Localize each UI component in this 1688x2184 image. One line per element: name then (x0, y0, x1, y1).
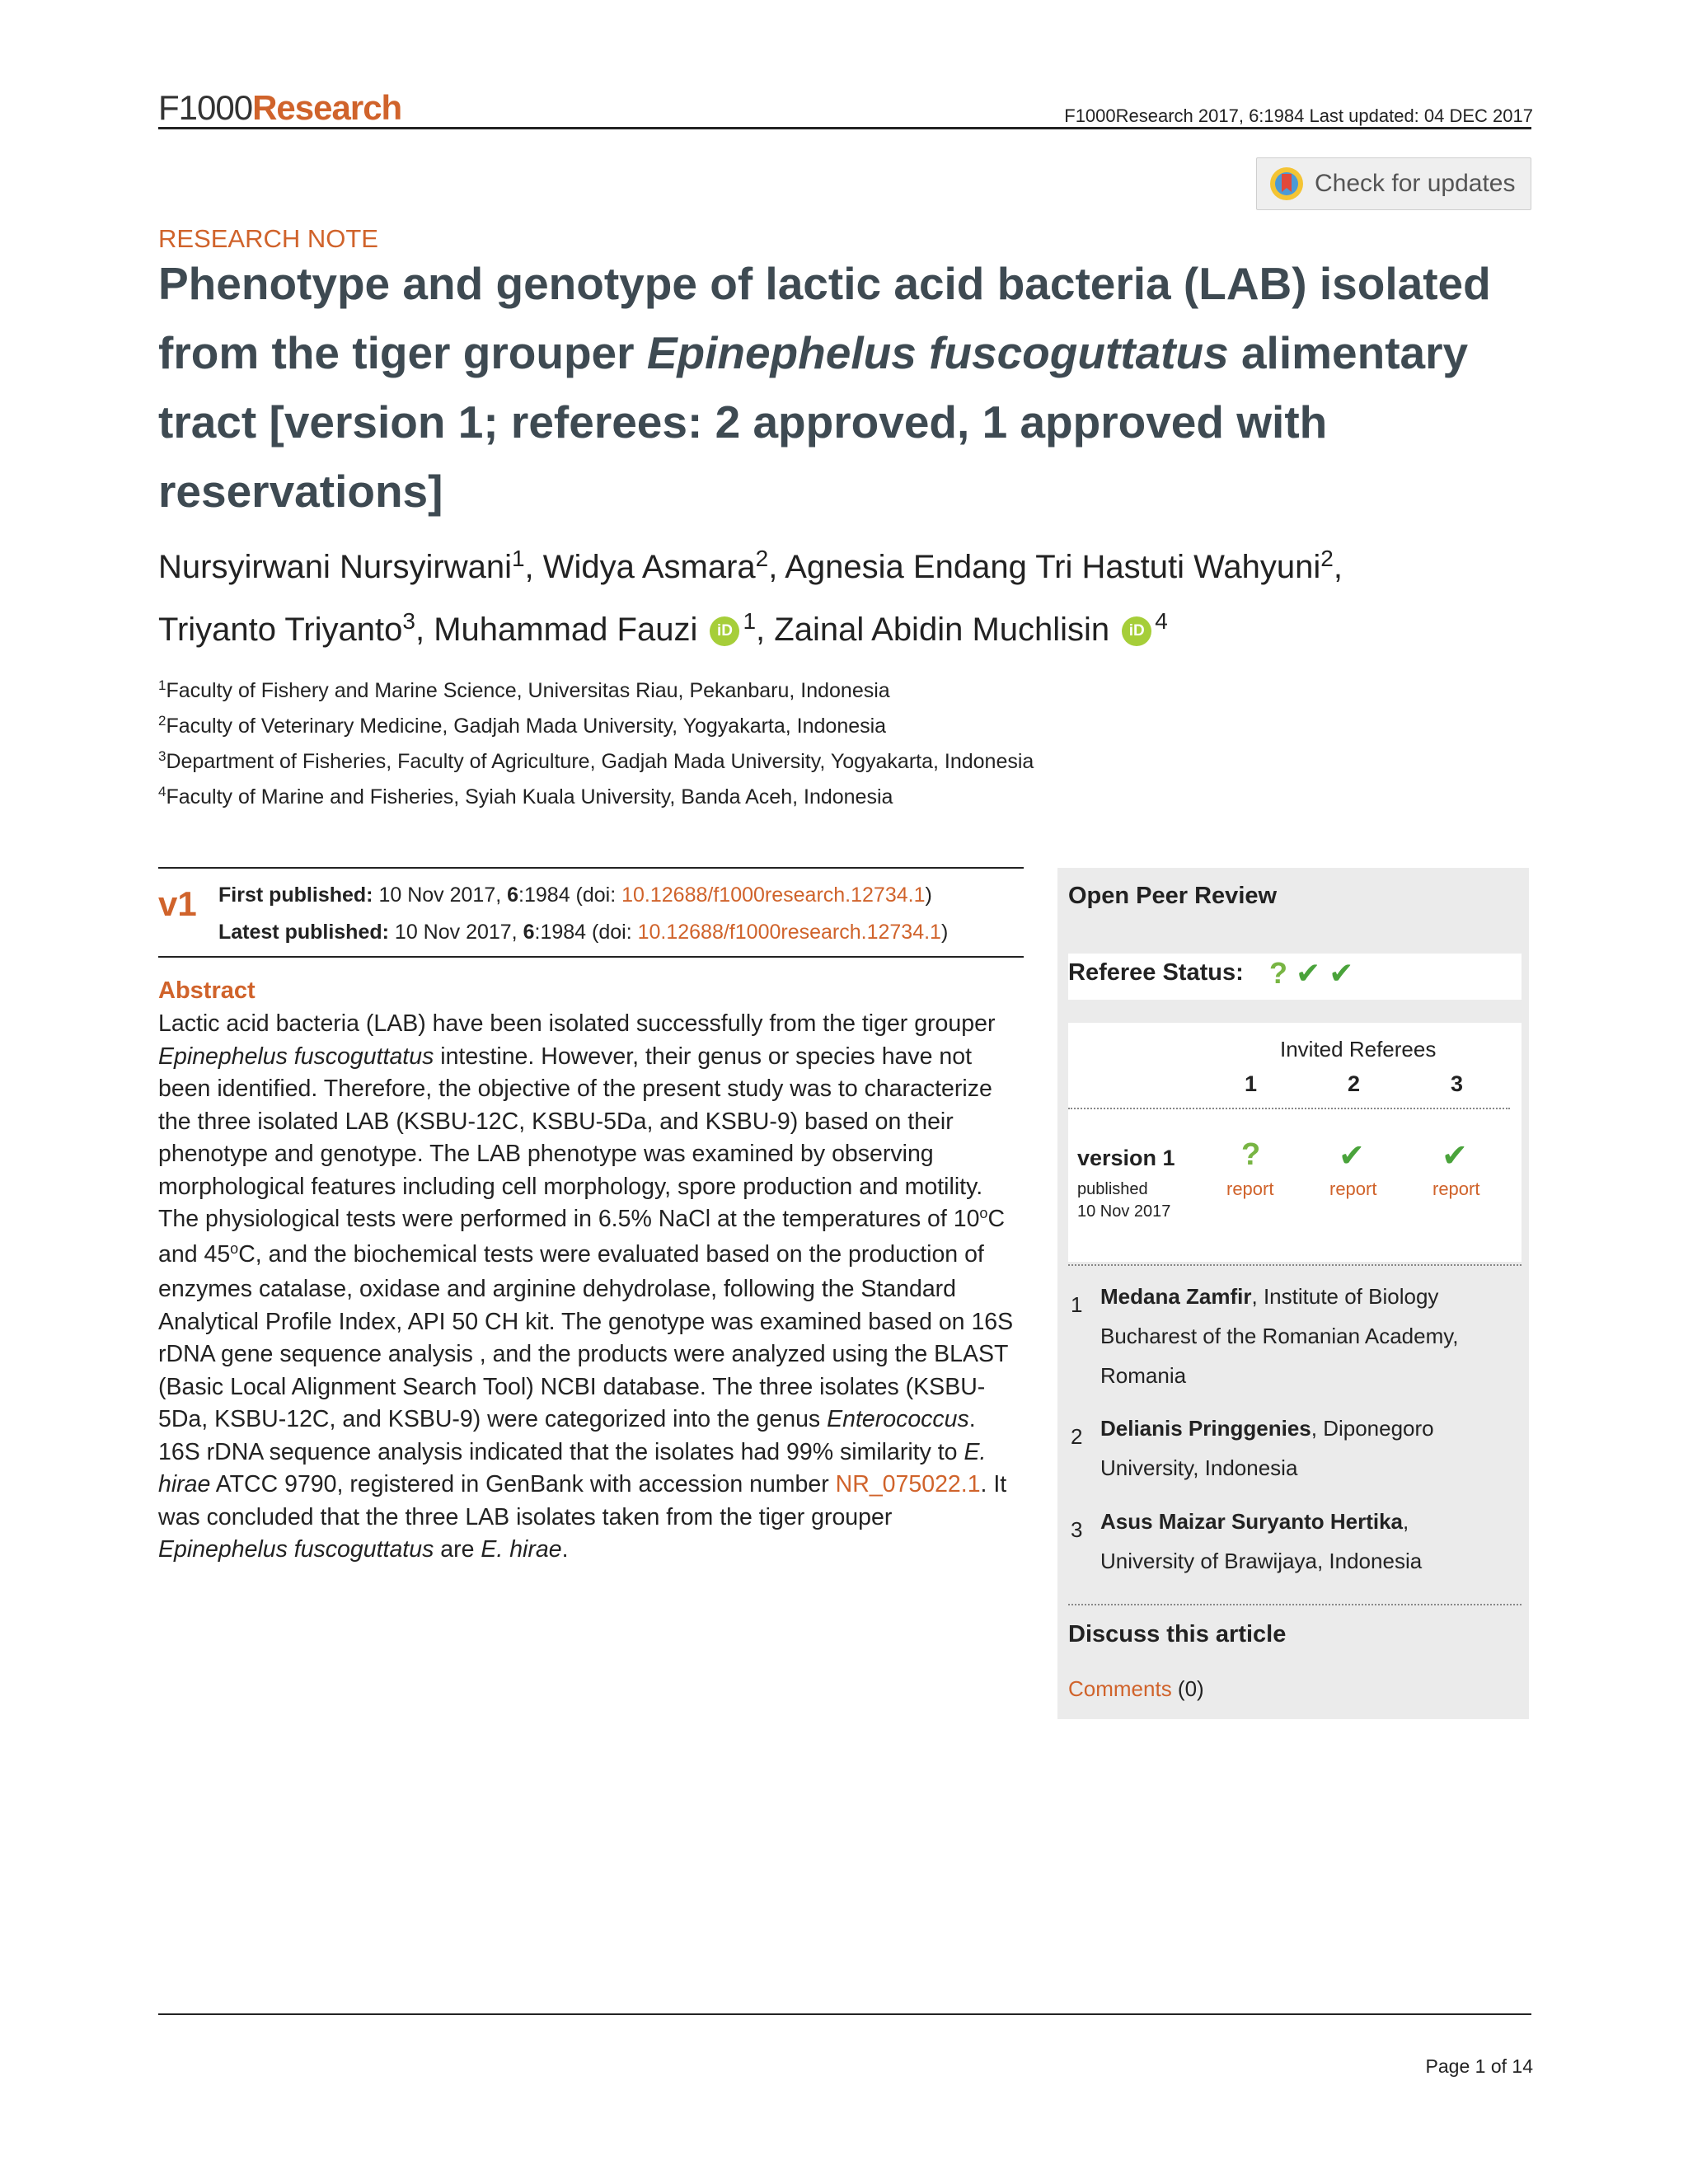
author-affiliation-ref: 1 (511, 546, 525, 571)
page-number: Page 1 of 14 (1425, 2055, 1533, 2077)
latest-published-date: 10 Nov 2017, (388, 921, 523, 944)
question-icon: ? (1269, 956, 1287, 990)
referee-column-3: 3 (1451, 1071, 1464, 1096)
abstract-text: ATCC 9790, registered in GenBank with accession number (210, 1471, 836, 1497)
bookmark-icon (1268, 166, 1305, 202)
check-icon: ✔ (1296, 956, 1321, 990)
author-affiliation-ref: 4 (1155, 608, 1168, 634)
species-name: Epinephelus fuscoguttatus (158, 1043, 434, 1070)
abstract-text: C and 45 (158, 1206, 1006, 1268)
author-name[interactable]: Muhammad Fauzi (434, 612, 698, 648)
affiliation-text: Department of Fisheries, Faculty of Agriculture, Gadjah Mada University, Yogyakarta, Indonesia (166, 750, 1034, 773)
abstract-text: are (434, 1536, 481, 1563)
latest-published-label: Latest published: (218, 921, 389, 944)
version-label: version 1 (1077, 1146, 1175, 1170)
f1000research-logo[interactable] (158, 87, 401, 129)
header-divider (158, 127, 1531, 129)
open-peer-review-title: Open Peer Review (1068, 883, 1278, 909)
first-published-label: First published: (218, 883, 373, 907)
author-name[interactable]: Widya Asmara (542, 549, 756, 585)
affiliation-number: 2 (158, 713, 166, 729)
discuss-divider (1068, 1604, 1522, 1605)
check-for-updates-label: Check for updates (1315, 170, 1516, 197)
referee-item (1100, 1408, 1521, 1488)
degree-symbol: o (979, 1205, 988, 1221)
latest-published-line (218, 914, 948, 951)
journal-info: F1000Research 2017, 6:1984 Last updated: 04 DEC 2017 (1064, 105, 1533, 126)
affiliation-text: Faculty of Marine and Fisheries, Syiah Kuala University, Banda Aceh, Indonesia (166, 785, 893, 808)
referee-name: Asus Maizar Suryanto Hertika (1100, 1509, 1404, 1534)
affiliation-item (158, 674, 1034, 710)
volume: 6 (523, 921, 535, 944)
referee-name: Medana Zamfir (1100, 1284, 1252, 1309)
version-badge: v1 (158, 884, 197, 923)
affiliation-number: 4 (158, 784, 166, 799)
title-part-1: Phenotype and genotype of lactic acid bacteria (LAB) isolated from the tiger grouper (158, 258, 1491, 378)
affiliation-number: 3 (158, 748, 166, 764)
affiliation-item (158, 745, 1034, 780)
comments (1068, 1676, 1204, 1702)
paren: ) (940, 921, 949, 944)
affiliation-text: Faculty of Veterinary Medicine, Gadjah Mada University, Yogyakarta, Indonesia (166, 715, 887, 738)
footer-divider (158, 2013, 1531, 2015)
publication-rule-bottom (158, 956, 1024, 958)
degree-symbol: o (230, 1240, 239, 1257)
publication-dates (218, 877, 948, 951)
table-divider (1068, 1264, 1522, 1266)
affiliation-list (158, 674, 1034, 816)
title-status: [version 1; referees: 2 approved, 1 approved with reservations] (158, 396, 1328, 517)
check-icon: ✔ (1442, 1139, 1468, 1174)
title-species: Epinephelus fuscoguttatus (646, 327, 1229, 378)
abstract-text: . It was concluded that the three LAB isolates taken from the tiger grouper (158, 1471, 1007, 1530)
article-number: :1984 (doi: (518, 883, 622, 907)
orcid-icon[interactable]: iD (710, 616, 739, 646)
referee-name: Delianis Pringgenies (1100, 1416, 1311, 1441)
check-for-updates-button[interactable] (1256, 157, 1531, 210)
author-list: Nursyirwani Nursyirwani$^1$, Widya Asmara$^2$, Agnesia Endang Tri Hastuti Wahyuni$^2$, Triyanto Triyanto$^3$, Muhammad Fauzi iD $^1$, Zainal Abidin Muchlisin iD $^4$ (158, 546, 1343, 648)
referee-item (1100, 1277, 1521, 1395)
logo-suffix: Research (252, 88, 402, 127)
invited-referees-label: Invited Referees (1280, 1037, 1437, 1062)
author-affiliation-ref: 1 (743, 608, 757, 634)
referee-index: 2 (1071, 1424, 1083, 1449)
species-name: Epinephelus fuscoguttatus (158, 1536, 434, 1563)
referee-affiliation: , (1403, 1509, 1409, 1534)
report-link-1[interactable]: report (1226, 1179, 1274, 1199)
referee-affiliation: Bucharest of the Romanian Academy, (1100, 1324, 1459, 1348)
article-type: RESEARCH NOTE (158, 224, 378, 253)
referee-affiliation: Romania (1100, 1363, 1187, 1388)
doi-link[interactable]: 10.12688/f1000research.12734.1 (621, 883, 926, 907)
author-name[interactable]: Triyanto Triyanto (158, 612, 403, 648)
author-affiliation-ref: 2 (1320, 546, 1334, 571)
referee-affiliation: , Institute of Biology (1251, 1284, 1439, 1309)
author-name[interactable]: Nursyirwani Nursyirwani (158, 549, 512, 585)
author-affiliation-ref: 2 (755, 546, 769, 571)
published-label: published (1077, 1180, 1148, 1198)
author-name[interactable]: Agnesia Endang Tri Hastuti Wahyuni (785, 549, 1321, 585)
referee-column-2: 2 (1348, 1071, 1361, 1096)
species-name: E. hirae (158, 1438, 987, 1497)
referee-affiliation: University, Indonesia (1100, 1455, 1298, 1480)
comments-link[interactable]: Comments (1068, 1676, 1172, 1701)
referee-column-1: 1 (1245, 1071, 1258, 1096)
abstract-text: . 16S rDNA sequence analysis indicated that the isolates had 99% similarity to (158, 1406, 976, 1465)
accession-link[interactable]: NR_075022.1 (835, 1471, 981, 1497)
comments-count: (0) (1171, 1676, 1204, 1701)
question-icon: ? (1241, 1137, 1261, 1172)
abstract-text: C, and the biochemical tests were evaluated based on the production of enzymes catalase, oxidase and arginine dehydrolase, following the Standard Analytical Profile Index, API 50 CH kit. The genotype was examined based on 16S rDNA gene sequence analysis , and the products were analyzed using the BLAST (Basic Local Alignment Search Tool) NCBI database. The three isolates (KSBU-5Da, KSBU-12C, and KSBU-9) were categorized into the genus (158, 1240, 1014, 1432)
discuss-article-title: Discuss this article (1068, 1621, 1287, 1647)
author-affiliation-ref: 3 (402, 608, 415, 634)
report-link-2[interactable]: report (1329, 1179, 1377, 1199)
article-title (158, 249, 1543, 526)
referee-affiliation: University of Brawijaya, Indonesia (1100, 1549, 1423, 1573)
orcid-icon[interactable]: iD (1122, 616, 1151, 646)
published-date: 10 Nov 2017 (1077, 1202, 1171, 1221)
abstract-body (158, 1008, 1024, 1567)
title-part-2: alimentary tract (158, 327, 1469, 448)
referee-index: 1 (1071, 1292, 1083, 1317)
referee-index: 3 (1071, 1517, 1083, 1542)
affiliation-text: Faculty of Fishery and Marine Science, Universitas Riau, Pekanbaru, Indonesia (166, 679, 890, 702)
affiliation-item (158, 710, 1034, 745)
check-icon: ✔ (1329, 956, 1354, 990)
referee-item (1100, 1502, 1521, 1581)
volume: 6 (507, 883, 519, 907)
doi-link[interactable]: 10.12688/f1000research.12734.1 (637, 921, 941, 944)
logo-prefix: F1000 (158, 88, 253, 127)
publication-rule-top (158, 867, 1024, 869)
article-number: :1984 (doi: (534, 921, 638, 944)
abstract-text: Lactic acid bacteria (LAB) have been isolated successfully from the tiger grouper (158, 1010, 996, 1037)
affiliation-number: 1 (158, 677, 166, 693)
referee-status-icons (1269, 956, 1353, 991)
referee-affiliation: , Diponegoro (1311, 1416, 1434, 1441)
table-divider (1068, 1108, 1510, 1109)
paren: ) (925, 883, 932, 907)
species-name: E. hirae (481, 1536, 562, 1563)
first-published-line (218, 877, 948, 914)
author-name[interactable]: Zainal Abidin Muchlisin (774, 612, 1110, 648)
abstract-text: intestine. However, their genus or species have not been identified. Therefore, the objective of the present study was to characterize the three isolated LAB (KSBU-12C, KSBU-5Da, and KSBU-9) based on their phenotype and genotype. The LAB phenotype was examined by observing morphological features including cell morphology, spore production and motility. The physiological tests were performed in 6.5% NaCl at the temperatures of 10 (158, 1043, 992, 1232)
genus-name: Enterococcus (827, 1406, 969, 1432)
referee-status-label: Referee Status: (1068, 959, 1244, 986)
abstract-text: . (561, 1536, 569, 1563)
first-published-date: 10 Nov 2017, (373, 883, 508, 907)
abstract-heading: Abstract (158, 977, 256, 1004)
affiliation-item (158, 780, 1034, 816)
check-icon: ✔ (1339, 1139, 1365, 1174)
report-link-3[interactable]: report (1432, 1179, 1480, 1199)
